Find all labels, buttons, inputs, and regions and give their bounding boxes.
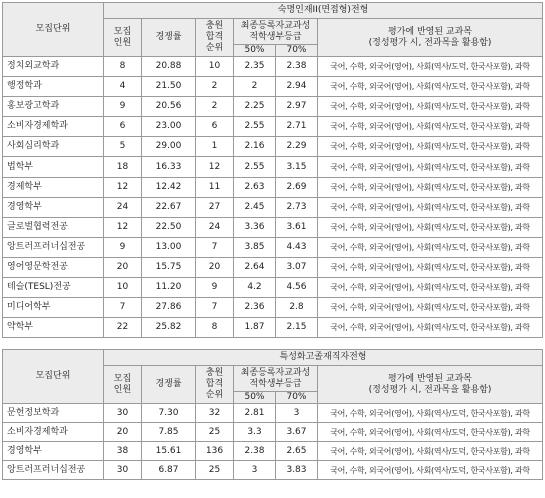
subjects-cell: 국어, 수학, 외국어(영어), 사회(역사/도덕, 한국사포함), 과학: [318, 217, 543, 237]
ratio-cell: 27.86: [142, 298, 196, 318]
dept-cell: 정치외교학과: [3, 57, 104, 77]
subjects-cell: 국어, 수학, 외국어(영어), 사회(역사/도덕, 한국사포함), 과학: [318, 442, 543, 461]
ratio-cell: 22.50: [142, 217, 196, 237]
table-row: [3, 197, 543, 217]
table-row: [3, 298, 543, 318]
grade-50-cell: 2.16: [234, 137, 276, 157]
dept-cell: 사회심리학과: [3, 137, 104, 157]
quota-cell: 30: [104, 404, 142, 423]
dept-cell: 앙트러프러너십전공: [3, 237, 104, 257]
table-row: [3, 404, 543, 423]
header-quota: 모집 인원: [104, 19, 142, 57]
grade-70-cell: 2.69: [276, 177, 318, 197]
ratio-cell: 7.30: [142, 404, 196, 423]
rank-cell: 24: [196, 217, 234, 237]
subjects-cell: 국어, 수학, 외국어(영어), 사회(역사/도덕, 한국사포함), 과학: [318, 278, 543, 298]
grade-50-cell: 2.45: [234, 197, 276, 217]
grade-50-cell: 3: [234, 461, 276, 480]
ratio-cell: 22.67: [142, 197, 196, 217]
rank-cell: 32: [196, 404, 234, 423]
ratio-cell: 15.75: [142, 257, 196, 277]
rank-cell: 2: [196, 97, 234, 117]
ratio-cell: 25.82: [142, 318, 196, 338]
quota-cell: 4: [104, 77, 142, 97]
grade-50-cell: 2.35: [234, 57, 276, 77]
dept-cell: 행정학과: [3, 77, 104, 97]
subjects-cell: 국어, 수학, 외국어(영어), 사회(역사/도덕, 한국사포함), 과학: [318, 423, 543, 442]
quota-cell: 20: [104, 423, 142, 442]
quota-cell: 12: [104, 217, 142, 237]
ratio-cell: 29.00: [142, 137, 196, 157]
table-row: [3, 77, 543, 97]
grade-70-cell: 2.8: [276, 298, 318, 318]
table-row: [3, 461, 543, 480]
table-title: 특성화고졸재직자전형: [104, 350, 543, 366]
header-p50: 50%: [234, 392, 276, 404]
ratio-cell: 7.85: [142, 423, 196, 442]
table-row: [3, 423, 543, 442]
grade-70-cell: 2.29: [276, 137, 318, 157]
grade-50-cell: 2.38: [234, 442, 276, 461]
subjects-cell: 국어, 수학, 외국어(영어), 사회(역사/도덕, 한국사포함), 과학: [318, 197, 543, 217]
grade-50-cell: 2.36: [234, 298, 276, 318]
table-row: [3, 157, 543, 177]
ratio-cell: 20.88: [142, 57, 196, 77]
quota-cell: 12: [104, 177, 142, 197]
dept-cell: 경영학부: [3, 197, 104, 217]
grade-70-cell: 3.07: [276, 257, 318, 277]
header-p50: 50%: [234, 45, 276, 57]
quota-cell: 7: [104, 298, 142, 318]
header-rank: 충원 합격 순위: [196, 366, 234, 404]
quota-cell: 5: [104, 137, 142, 157]
header-ratio: 경쟁률: [142, 366, 196, 404]
subjects-cell: 국어, 수학, 외국어(영어), 사회(역사/도덕, 한국사포함), 과학: [318, 257, 543, 277]
rank-cell: 25: [196, 461, 234, 480]
ratio-cell: 20.56: [142, 97, 196, 117]
rank-cell: 25: [196, 423, 234, 442]
grade-50-cell: 2.55: [234, 157, 276, 177]
ratio-cell: 13.00: [142, 237, 196, 257]
grade-70-cell: 3.83: [276, 461, 318, 480]
rank-cell: 11: [196, 177, 234, 197]
ratio-cell: 21.50: [142, 77, 196, 97]
quota-cell: 18: [104, 157, 142, 177]
quota-cell: 8: [104, 57, 142, 77]
grade-70-cell: 2.15: [276, 318, 318, 338]
grade-70-cell: 2.73: [276, 197, 318, 217]
subjects-cell: 국어, 수학, 외국어(영어), 사회(역사/도덕, 한국사포함), 과학: [318, 404, 543, 423]
quota-cell: 30: [104, 461, 142, 480]
subjects-cell: 국어, 수학, 외국어(영어), 사회(역사/도덕, 한국사포함), 과학: [318, 177, 543, 197]
rank-cell: 7: [196, 237, 234, 257]
admission-table-interview: [2, 2, 543, 338]
dept-cell: 소비자경제학과: [3, 423, 104, 442]
table-row: [3, 278, 543, 298]
ratio-cell: 16.33: [142, 157, 196, 177]
header-quota: 모집 인원: [104, 366, 142, 404]
grade-70-cell: 4.43: [276, 237, 318, 257]
header-p70: 70%: [276, 45, 318, 57]
subjects-cell: 국어, 수학, 외국어(영어), 사회(역사/도덕, 한국사포함), 과학: [318, 77, 543, 97]
grade-50-cell: 3.3: [234, 423, 276, 442]
quota-cell: 20: [104, 257, 142, 277]
dept-cell: 법학부: [3, 157, 104, 177]
header-dept: 모집단위: [3, 350, 104, 404]
ratio-cell: 23.00: [142, 117, 196, 137]
grade-50-cell: 2.55: [234, 117, 276, 137]
quota-cell: 24: [104, 197, 142, 217]
header-grade-title: 최종등록자교과성 적학생부등급: [234, 19, 318, 45]
quota-cell: 6: [104, 117, 142, 137]
subjects-cell: 국어, 수학, 외국어(영어), 사회(역사/도덕, 한국사포함), 과학: [318, 318, 543, 338]
dept-cell: 문헌정보학과: [3, 404, 104, 423]
dept-cell: 미디어학부: [3, 298, 104, 318]
dept-cell: 앙트러프러너십전공: [3, 461, 104, 480]
dept-cell: 글로벌협력전공: [3, 217, 104, 237]
rank-cell: 7: [196, 298, 234, 318]
rank-cell: 2: [196, 77, 234, 97]
quota-cell: 22: [104, 318, 142, 338]
quota-cell: 10: [104, 278, 142, 298]
grade-70-cell: 3.61: [276, 217, 318, 237]
quota-cell: 9: [104, 97, 142, 117]
header-p70: 70%: [276, 392, 318, 404]
admission-table-vocational: [2, 349, 543, 480]
table-row: [3, 318, 543, 338]
rank-cell: 12: [196, 157, 234, 177]
subjects-cell: 국어, 수학, 외국어(영어), 사회(역사/도덕, 한국사포함), 과학: [318, 97, 543, 117]
subjects-cell: 국어, 수학, 외국어(영어), 사회(역사/도덕, 한국사포함), 과학: [318, 57, 543, 77]
grade-50-cell: 2: [234, 77, 276, 97]
subjects-cell: 국어, 수학, 외국어(영어), 사회(역사/도덕, 한국사포함), 과학: [318, 461, 543, 480]
grade-70-cell: 2.94: [276, 77, 318, 97]
ratio-cell: 6.87: [142, 461, 196, 480]
grade-50-cell: 3.36: [234, 217, 276, 237]
rank-cell: 9: [196, 278, 234, 298]
grade-50-cell: 4.2: [234, 278, 276, 298]
ratio-cell: 15.61: [142, 442, 196, 461]
subjects-cell: 국어, 수학, 외국어(영어), 사회(역사/도덕, 한국사포함), 과학: [318, 237, 543, 257]
table-row: [3, 257, 543, 277]
grade-70-cell: 2.38: [276, 57, 318, 77]
table-row: [3, 442, 543, 461]
subjects-cell: 국어, 수학, 외국어(영어), 사회(역사/도덕, 한국사포함), 과학: [318, 157, 543, 177]
table-row: [3, 137, 543, 157]
header-dept: 모집단위: [3, 3, 104, 57]
rank-cell: 8: [196, 318, 234, 338]
grade-50-cell: 1.87: [234, 318, 276, 338]
grade-50-cell: 3.85: [234, 237, 276, 257]
rank-cell: 20: [196, 257, 234, 277]
quota-cell: 38: [104, 442, 142, 461]
table-row: [3, 57, 543, 77]
rank-cell: 6: [196, 117, 234, 137]
grade-70-cell: 3.15: [276, 157, 318, 177]
subjects-cell: 국어, 수학, 외국어(영어), 사회(역사/도덕, 한국사포함), 과학: [318, 137, 543, 157]
table-row: [3, 237, 543, 257]
dept-cell: 테슬(TESL)전공: [3, 278, 104, 298]
subjects-cell: 국어, 수학, 외국어(영어), 사회(역사/도덕, 한국사포함), 과학: [318, 298, 543, 318]
quota-cell: 9: [104, 237, 142, 257]
table-title: 숙명인재II(면접형)전형: [104, 3, 543, 19]
dept-cell: 경영학부: [3, 442, 104, 461]
rank-cell: 136: [196, 442, 234, 461]
grade-70-cell: 3: [276, 404, 318, 423]
rank-cell: 1: [196, 137, 234, 157]
grade-50-cell: 2.64: [234, 257, 276, 277]
rank-cell: 27: [196, 197, 234, 217]
grade-50-cell: 2.25: [234, 97, 276, 117]
dept-cell: 홍보광고학과: [3, 97, 104, 117]
grade-70-cell: 4.56: [276, 278, 318, 298]
table-row: [3, 177, 543, 197]
grade-70-cell: 2.71: [276, 117, 318, 137]
grade-70-cell: 2.97: [276, 97, 318, 117]
table-row: [3, 217, 543, 237]
header-grade-title: 최종등록자교과성 적학생부등급: [234, 366, 318, 392]
header-subjects: 평가에 반영된 교과목 (정성평가 시, 전과목을 활용함): [318, 366, 543, 404]
header-subjects: 평가에 반영된 교과목 (정성평가 시, 전과목을 활용함): [318, 19, 543, 57]
table-row: [3, 97, 543, 117]
dept-cell: 약학부: [3, 318, 104, 338]
rank-cell: 10: [196, 57, 234, 77]
dept-cell: 경제학부: [3, 177, 104, 197]
grade-70-cell: 3.67: [276, 423, 318, 442]
ratio-cell: 12.42: [142, 177, 196, 197]
dept-cell: 영어영문학전공: [3, 257, 104, 277]
subjects-cell: 국어, 수학, 외국어(영어), 사회(역사/도덕, 한국사포함), 과학: [318, 117, 543, 137]
header-ratio: 경쟁률: [142, 19, 196, 57]
grade-50-cell: 2.81: [234, 404, 276, 423]
ratio-cell: 11.20: [142, 278, 196, 298]
dept-cell: 소비자경제학과: [3, 117, 104, 137]
table-row: [3, 117, 543, 137]
header-rank: 충원 합격 순위: [196, 19, 234, 57]
grade-70-cell: 2.65: [276, 442, 318, 461]
grade-50-cell: 2.63: [234, 177, 276, 197]
